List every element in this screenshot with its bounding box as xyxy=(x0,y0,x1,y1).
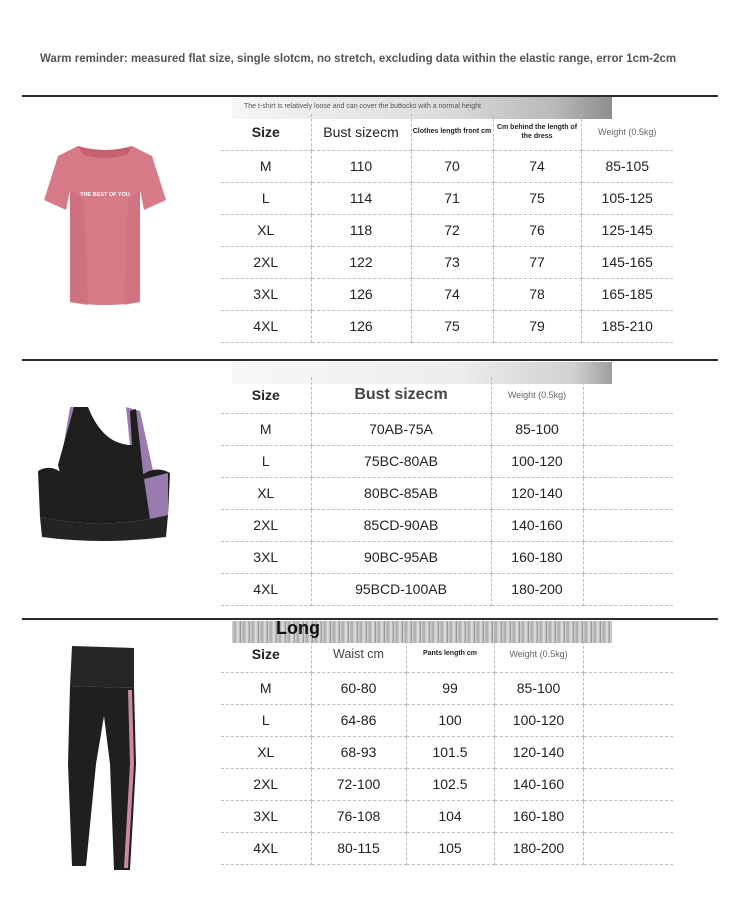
value-cell: 74 xyxy=(493,150,581,182)
value-cell: 145-165 xyxy=(581,246,673,278)
size-cell: L xyxy=(221,704,311,736)
value-cell: 160-180 xyxy=(491,541,583,573)
divider-lower xyxy=(22,618,718,620)
value-cell: 180-200 xyxy=(491,573,583,605)
size-header: Size xyxy=(221,636,311,672)
table-row xyxy=(221,413,673,445)
size-cell: 2XL xyxy=(221,246,311,278)
value-cell: 80BC-85AB xyxy=(311,477,491,509)
value-cell: 75 xyxy=(493,182,581,214)
size-cell: M xyxy=(221,413,311,445)
value-cell: 99 xyxy=(406,672,494,704)
table-row xyxy=(221,509,673,541)
value-cell xyxy=(583,541,673,573)
value-cell: 102.5 xyxy=(406,768,494,800)
size-cell: XL xyxy=(221,477,311,509)
weight-header: Weight (0.5kg) xyxy=(494,636,583,672)
empty-header xyxy=(583,636,673,672)
table-row xyxy=(221,672,673,704)
value-cell: 75 xyxy=(411,310,493,342)
value-cell: 72 xyxy=(411,214,493,246)
value-cell: 185-210 xyxy=(581,310,673,342)
value-cell: 180-200 xyxy=(494,832,583,864)
empty-header xyxy=(583,377,673,413)
table-row xyxy=(221,310,673,342)
value-cell: 60-80 xyxy=(311,672,406,704)
tshirt-note: The t-shirt is relatively loose and can cover the buttocks with a normal height xyxy=(244,103,481,110)
table-row xyxy=(221,150,673,182)
weight-header: Weight (0.5kg) xyxy=(491,377,583,413)
value-cell xyxy=(583,704,673,736)
size-cell: L xyxy=(221,445,311,477)
bust-header: Bust sizecm xyxy=(311,377,491,413)
size-cell: 3XL xyxy=(221,278,311,310)
bust-header: Bust sizecm xyxy=(311,114,411,150)
value-cell: 76 xyxy=(493,214,581,246)
value-cell: 140-160 xyxy=(494,768,583,800)
value-cell: 70 xyxy=(411,150,493,182)
size-cell: 2XL xyxy=(221,768,311,800)
value-cell xyxy=(583,672,673,704)
tshirt-size-table xyxy=(221,114,673,343)
value-cell: 160-180 xyxy=(494,800,583,832)
tshirt-print: THE BEST OF YOU xyxy=(80,192,130,198)
value-cell: 122 xyxy=(311,246,411,278)
value-cell: 71 xyxy=(411,182,493,214)
value-cell: 165-185 xyxy=(581,278,673,310)
warm-reminder: Warm reminder: measured flat size, single slotcm, no stretch, excluding data within the elastic range, error 1cm-2cm xyxy=(40,53,677,65)
value-cell: 126 xyxy=(311,278,411,310)
table-row xyxy=(221,800,673,832)
value-cell xyxy=(583,445,673,477)
value-cell: 78 xyxy=(493,278,581,310)
value-cell: 105 xyxy=(406,832,494,864)
value-cell: 125-145 xyxy=(581,214,673,246)
value-cell: 85-100 xyxy=(491,413,583,445)
value-cell: 100-120 xyxy=(491,445,583,477)
value-cell xyxy=(583,477,673,509)
size-header: Size xyxy=(221,377,311,413)
value-cell: 120-140 xyxy=(491,477,583,509)
value-cell: 90BC-95AB xyxy=(311,541,491,573)
size-cell: 4XL xyxy=(221,832,311,864)
size-header: Size xyxy=(221,114,311,150)
size-cell: M xyxy=(221,150,311,182)
value-cell xyxy=(583,509,673,541)
value-cell: 105-125 xyxy=(581,182,673,214)
value-cell: 140-160 xyxy=(491,509,583,541)
size-cell: 4XL xyxy=(221,310,311,342)
table-row xyxy=(221,541,673,573)
bra-image xyxy=(32,405,174,543)
table-row xyxy=(221,214,673,246)
size-cell: 2XL xyxy=(221,509,311,541)
value-cell: 85-100 xyxy=(494,672,583,704)
value-cell xyxy=(583,736,673,768)
pants-size-table xyxy=(221,636,673,865)
value-cell xyxy=(583,768,673,800)
value-cell: 77 xyxy=(493,246,581,278)
value-cell: 110 xyxy=(311,150,411,182)
value-cell: 126 xyxy=(311,310,411,342)
size-cell: 3XL xyxy=(221,541,311,573)
pants-length-header: Pants length cm xyxy=(406,636,494,672)
value-cell: 100 xyxy=(406,704,494,736)
value-cell: 72-100 xyxy=(311,768,406,800)
value-cell: 74 xyxy=(411,278,493,310)
value-cell: 104 xyxy=(406,800,494,832)
bra-size-table xyxy=(221,377,673,606)
value-cell: 120-140 xyxy=(494,736,583,768)
value-cell: 75BC-80AB xyxy=(311,445,491,477)
value-cell: 68-93 xyxy=(311,736,406,768)
value-cell: 114 xyxy=(311,182,411,214)
value-cell: 79 xyxy=(493,310,581,342)
size-cell: M xyxy=(221,672,311,704)
pants-waistband xyxy=(70,646,134,688)
size-cell: XL xyxy=(221,214,311,246)
tshirt-image xyxy=(40,140,170,308)
value-cell: 76-108 xyxy=(311,800,406,832)
table-row xyxy=(221,736,673,768)
front-length-header: Clothes length front cm xyxy=(411,114,493,150)
table-row xyxy=(221,246,673,278)
value-cell xyxy=(583,573,673,605)
value-cell xyxy=(583,413,673,445)
value-cell: 64-86 xyxy=(311,704,406,736)
pants-label: Long xyxy=(276,618,320,638)
tshirt-body xyxy=(44,146,166,305)
size-cell: 4XL xyxy=(221,573,311,605)
value-cell xyxy=(583,832,673,864)
value-cell: 118 xyxy=(311,214,411,246)
value-cell: 85-105 xyxy=(581,150,673,182)
value-cell: 73 xyxy=(411,246,493,278)
table-row xyxy=(221,704,673,736)
value-cell: 95BCD-100AB xyxy=(311,573,491,605)
value-cell: 100-120 xyxy=(494,704,583,736)
table-row xyxy=(221,278,673,310)
waist-header: Waist cm xyxy=(311,636,406,672)
pants-image xyxy=(64,644,144,874)
value-cell: 80-115 xyxy=(311,832,406,864)
size-cell: L xyxy=(221,182,311,214)
table-row xyxy=(221,832,673,864)
value-cell: 85CD-90AB xyxy=(311,509,491,541)
size-cell: 3XL xyxy=(221,800,311,832)
table-row xyxy=(221,768,673,800)
table-row xyxy=(221,573,673,605)
back-length-header: Cm behind the length of the dress xyxy=(493,114,581,150)
table-row xyxy=(221,445,673,477)
value-cell: 101.5 xyxy=(406,736,494,768)
weight-header: Weight (0.5kg) xyxy=(581,114,673,150)
table-row xyxy=(221,182,673,214)
value-cell xyxy=(583,800,673,832)
table-row xyxy=(221,477,673,509)
size-cell: XL xyxy=(221,736,311,768)
divider-middle xyxy=(22,359,718,361)
value-cell: 70AB-75A xyxy=(311,413,491,445)
